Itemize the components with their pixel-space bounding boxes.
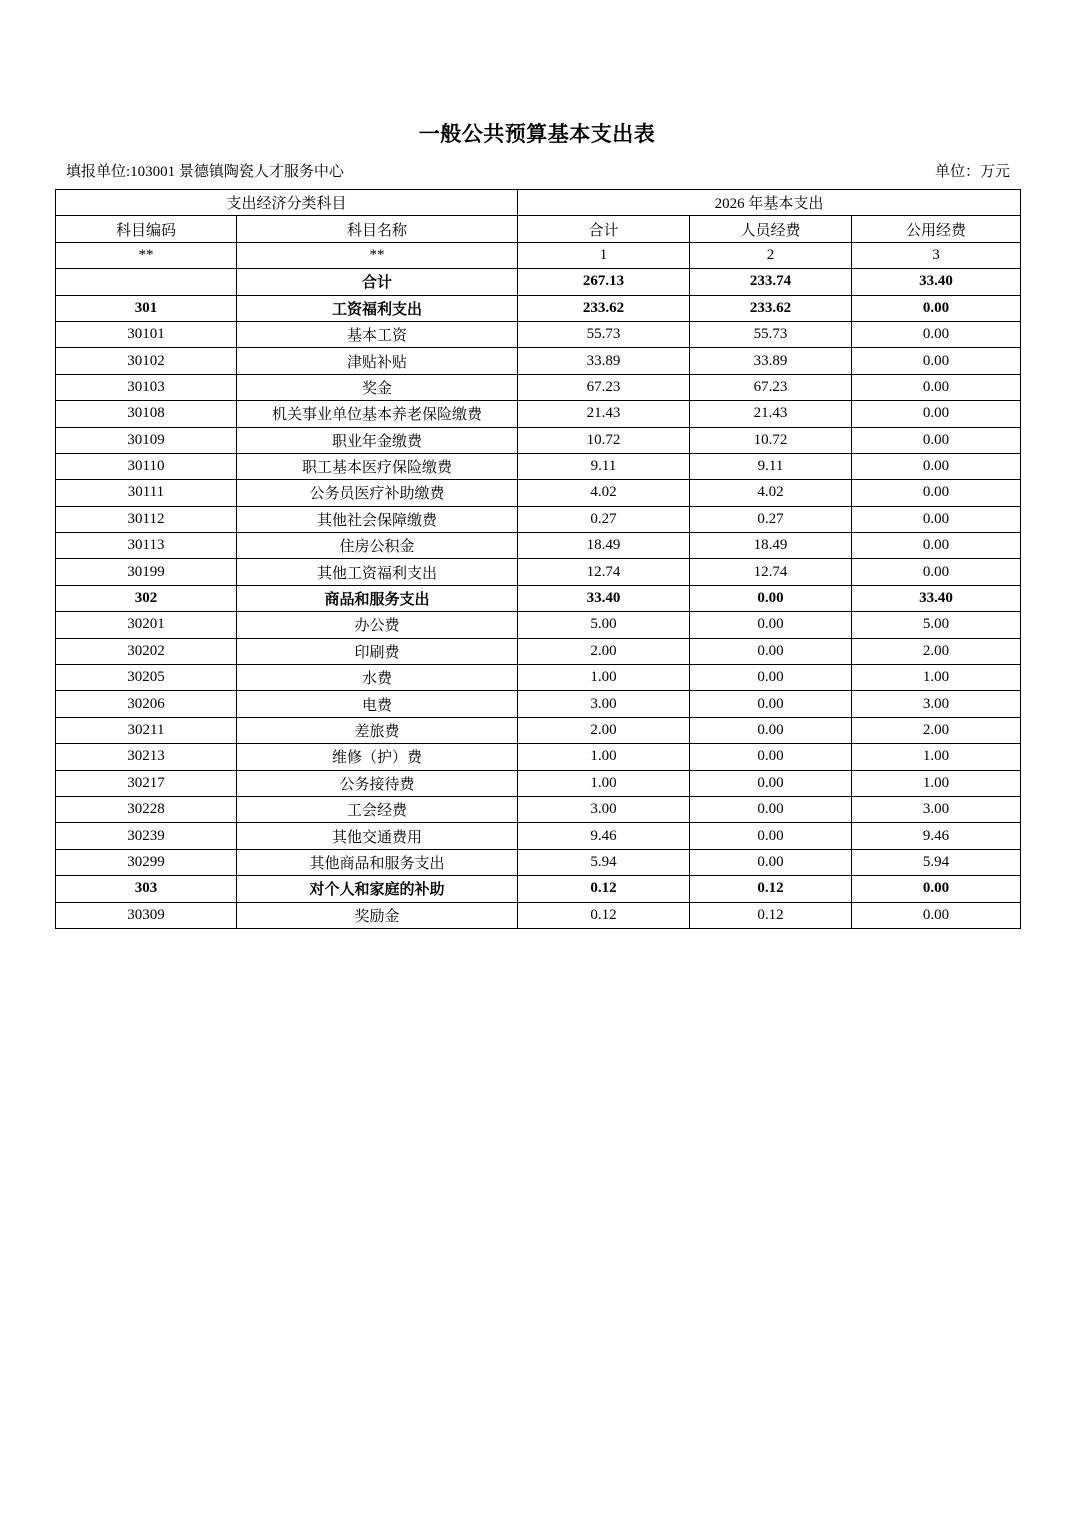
document-title: 一般公共预算基本支出表 <box>418 122 656 146</box>
column-header-public: 公用经费 <box>852 216 1021 242</box>
total-cell: 3.00 <box>518 796 690 822</box>
personnel-cell: 0.00 <box>690 665 852 691</box>
public-cell: 5.00 <box>852 612 1021 638</box>
public-cell: 0.00 <box>852 401 1021 427</box>
name-cell: 职业年金缴费 <box>237 427 518 453</box>
code-cell: 302 <box>56 585 237 611</box>
personnel-cell: 0.00 <box>690 638 852 664</box>
name-cell: 印刷费 <box>237 638 518 664</box>
name-cell: 其他工资福利支出 <box>237 559 518 585</box>
public-cell: 1.00 <box>852 770 1021 796</box>
index-cell: 2 <box>690 242 852 268</box>
name-cell: 合计 <box>237 269 518 295</box>
code-cell: 301 <box>56 295 237 321</box>
subtotal-row <box>56 585 1021 611</box>
total-cell: 33.40 <box>518 585 690 611</box>
table-row <box>56 427 1021 453</box>
name-cell: 商品和服务支出 <box>237 585 518 611</box>
subtotal-row <box>56 876 1021 902</box>
public-cell: 0.00 <box>852 321 1021 347</box>
table-row <box>56 744 1021 770</box>
total-cell: 21.43 <box>518 401 690 427</box>
personnel-cell: 55.73 <box>690 321 852 347</box>
code-cell: 30213 <box>56 744 237 770</box>
total-cell: 0.12 <box>518 902 690 928</box>
public-cell: 0.00 <box>852 348 1021 374</box>
name-cell: 职工基本医疗保险缴费 <box>237 453 518 479</box>
name-cell: 其他商品和服务支出 <box>237 849 518 875</box>
table-row <box>56 533 1021 559</box>
public-cell: 2.00 <box>852 638 1021 664</box>
table-row <box>56 823 1021 849</box>
personnel-cell: 9.11 <box>690 453 852 479</box>
code-cell: 30111 <box>56 480 237 506</box>
public-cell: 2.00 <box>852 717 1021 743</box>
currency-unit: 单位：万元 <box>934 164 1010 180</box>
code-cell: 303 <box>56 876 237 902</box>
index-row <box>56 242 1021 268</box>
table-row <box>56 612 1021 638</box>
code-cell <box>56 269 237 295</box>
group-header-classification: 支出经济分类科目 <box>56 190 518 216</box>
total-cell: 9.46 <box>518 823 690 849</box>
total-cell: 12.74 <box>518 559 690 585</box>
total-cell: 67.23 <box>518 374 690 400</box>
total-cell: 233.62 <box>518 295 690 321</box>
index-cell: 3 <box>852 242 1021 268</box>
column-header-code: 科目编码 <box>56 216 237 242</box>
personnel-cell: 12.74 <box>690 559 852 585</box>
total-cell: 33.89 <box>518 348 690 374</box>
public-cell: 0.00 <box>852 295 1021 321</box>
personnel-cell: 233.74 <box>690 269 852 295</box>
code-cell: 30202 <box>56 638 237 664</box>
name-cell: 其他社会保障缴费 <box>237 506 518 532</box>
public-cell: 9.46 <box>852 823 1021 849</box>
personnel-cell: 0.00 <box>690 691 852 717</box>
public-cell: 33.40 <box>852 269 1021 295</box>
table-row <box>56 374 1021 400</box>
table-row <box>56 453 1021 479</box>
column-header-row <box>56 216 1021 242</box>
table-row <box>56 770 1021 796</box>
total-cell: 9.11 <box>518 453 690 479</box>
index-cell: ** <box>237 242 518 268</box>
public-cell: 0.00 <box>852 427 1021 453</box>
name-cell: 奖励金 <box>237 902 518 928</box>
subtotal-row <box>56 295 1021 321</box>
personnel-cell: 0.00 <box>690 796 852 822</box>
budget-table <box>55 189 1021 929</box>
code-cell: 30217 <box>56 770 237 796</box>
name-cell: 住房公积金 <box>237 533 518 559</box>
name-cell: 公务接待费 <box>237 770 518 796</box>
name-cell: 电费 <box>237 691 518 717</box>
personnel-cell: 21.43 <box>690 401 852 427</box>
budget-table-body <box>56 190 1021 929</box>
group-header-row <box>56 190 1021 216</box>
public-cell: 3.00 <box>852 691 1021 717</box>
name-cell: 奖金 <box>237 374 518 400</box>
code-cell: 30206 <box>56 691 237 717</box>
code-cell: 30299 <box>56 849 237 875</box>
public-cell: 0.00 <box>852 559 1021 585</box>
public-cell: 0.00 <box>852 480 1021 506</box>
code-cell: 30103 <box>56 374 237 400</box>
table-row <box>56 506 1021 532</box>
code-cell: 30110 <box>56 453 237 479</box>
total-cell: 5.00 <box>518 612 690 638</box>
personnel-cell: 10.72 <box>690 427 852 453</box>
total-cell: 10.72 <box>518 427 690 453</box>
name-cell: 对个人和家庭的补助 <box>237 876 518 902</box>
personnel-cell: 4.02 <box>690 480 852 506</box>
personnel-cell: 0.12 <box>690 902 852 928</box>
table-row <box>56 348 1021 374</box>
public-cell: 1.00 <box>852 744 1021 770</box>
public-cell: 0.00 <box>852 506 1021 532</box>
table-row <box>56 717 1021 743</box>
personnel-cell: 33.89 <box>690 348 852 374</box>
table-row <box>56 849 1021 875</box>
name-cell: 机关事业单位基本养老保险缴费 <box>237 401 518 427</box>
public-cell: 0.00 <box>852 533 1021 559</box>
personnel-cell: 0.00 <box>690 585 852 611</box>
name-cell: 工资福利支出 <box>237 295 518 321</box>
table-row <box>56 665 1021 691</box>
code-cell: 30101 <box>56 321 237 347</box>
name-cell: 差旅费 <box>237 717 518 743</box>
name-cell: 工会经费 <box>237 796 518 822</box>
code-cell: 30199 <box>56 559 237 585</box>
public-cell: 1.00 <box>852 665 1021 691</box>
code-cell: 30201 <box>56 612 237 638</box>
code-cell: 30309 <box>56 902 237 928</box>
name-cell: 基本工资 <box>237 321 518 347</box>
index-cell: 1 <box>518 242 690 268</box>
total-cell: 0.12 <box>518 876 690 902</box>
personnel-cell: 0.00 <box>690 612 852 638</box>
table-row <box>56 480 1021 506</box>
total-cell: 55.73 <box>518 321 690 347</box>
total-cell: 4.02 <box>518 480 690 506</box>
public-cell: 0.00 <box>852 902 1021 928</box>
name-cell: 水费 <box>237 665 518 691</box>
total-cell: 5.94 <box>518 849 690 875</box>
personnel-cell: 0.00 <box>690 744 852 770</box>
total-cell: 0.27 <box>518 506 690 532</box>
public-cell: 5.94 <box>852 849 1021 875</box>
public-cell: 3.00 <box>852 796 1021 822</box>
code-cell: 30205 <box>56 665 237 691</box>
code-cell: 30228 <box>56 796 237 822</box>
name-cell: 其他交通费用 <box>237 823 518 849</box>
personnel-cell: 0.27 <box>690 506 852 532</box>
index-cell: ** <box>56 242 237 268</box>
code-cell: 30112 <box>56 506 237 532</box>
reporting-unit: 填报单位:103001 景德镇陶瓷人才服务中心 <box>66 164 344 180</box>
public-cell: 33.40 <box>852 585 1021 611</box>
column-header-name: 科目名称 <box>237 216 518 242</box>
table-row <box>56 691 1021 717</box>
table-row <box>56 902 1021 928</box>
total-cell: 267.13 <box>518 269 690 295</box>
personnel-cell: 0.12 <box>690 876 852 902</box>
table-row <box>56 638 1021 664</box>
subtotal-row <box>56 269 1021 295</box>
personnel-cell: 67.23 <box>690 374 852 400</box>
total-cell: 1.00 <box>518 665 690 691</box>
name-cell: 办公费 <box>237 612 518 638</box>
code-cell: 30211 <box>56 717 237 743</box>
column-header-total: 合计 <box>518 216 690 242</box>
total-cell: 2.00 <box>518 638 690 664</box>
code-cell: 30108 <box>56 401 237 427</box>
table-row <box>56 796 1021 822</box>
personnel-cell: 0.00 <box>690 849 852 875</box>
total-cell: 3.00 <box>518 691 690 717</box>
public-cell: 0.00 <box>852 876 1021 902</box>
table-row <box>56 401 1021 427</box>
name-cell: 津贴补贴 <box>237 348 518 374</box>
total-cell: 18.49 <box>518 533 690 559</box>
name-cell: 公务员医疗补助缴费 <box>237 480 518 506</box>
personnel-cell: 0.00 <box>690 770 852 796</box>
total-cell: 1.00 <box>518 744 690 770</box>
column-header-personnel: 人员经费 <box>690 216 852 242</box>
personnel-cell: 0.00 <box>690 823 852 849</box>
personnel-cell: 0.00 <box>690 717 852 743</box>
table-row <box>56 559 1021 585</box>
name-cell: 维修（护）费 <box>237 744 518 770</box>
code-cell: 30113 <box>56 533 237 559</box>
table-row <box>56 321 1021 347</box>
personnel-cell: 18.49 <box>690 533 852 559</box>
personnel-cell: 233.62 <box>690 295 852 321</box>
code-cell: 30239 <box>56 823 237 849</box>
total-cell: 1.00 <box>518 770 690 796</box>
code-cell: 30102 <box>56 348 237 374</box>
public-cell: 0.00 <box>852 374 1021 400</box>
group-header-expenditure: 2026 年基本支出 <box>518 190 1021 216</box>
public-cell: 0.00 <box>852 453 1021 479</box>
code-cell: 30109 <box>56 427 237 453</box>
total-cell: 2.00 <box>518 717 690 743</box>
